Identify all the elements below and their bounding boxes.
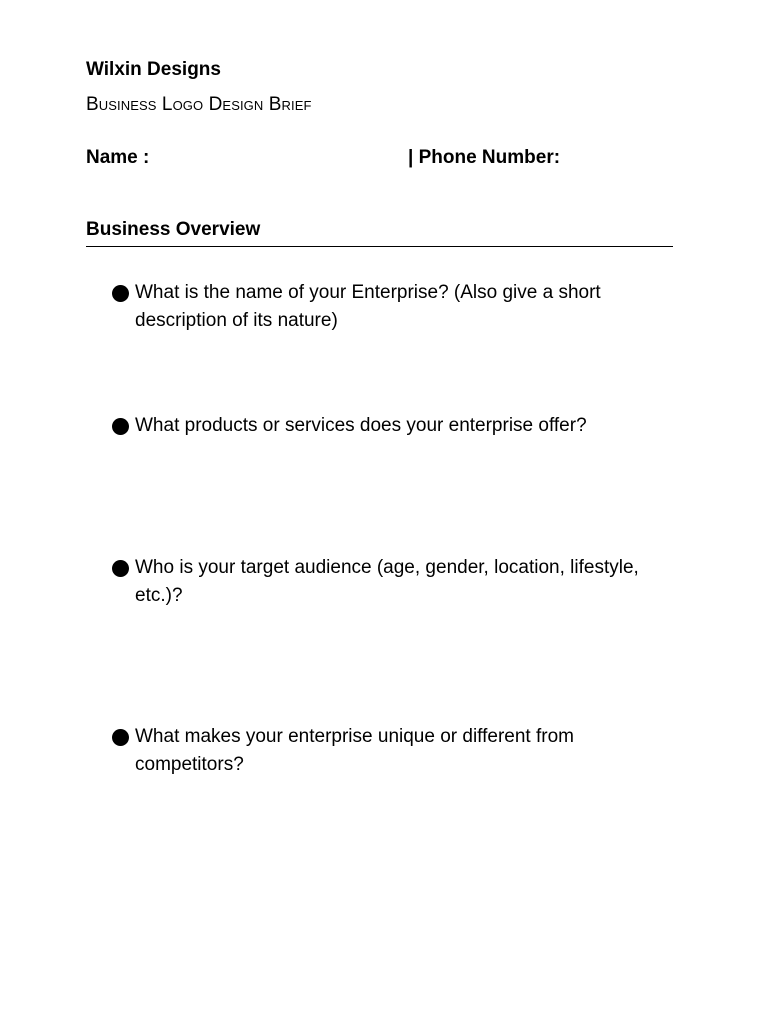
question-text: Who is your target audience (age, gender, location, lifestyle, etc.)? bbox=[135, 557, 639, 606]
question-item bbox=[112, 554, 682, 610]
question-item bbox=[112, 412, 682, 440]
question-item bbox=[112, 723, 682, 779]
question-text: What makes your enterprise unique or different from competitors? bbox=[135, 726, 574, 775]
bullet-icon bbox=[112, 285, 129, 302]
document-title: Business Logo Design Brief bbox=[86, 94, 312, 115]
bullet-icon bbox=[112, 418, 129, 435]
name-field-label: Name : bbox=[86, 147, 150, 168]
section-heading: Business Overview bbox=[86, 219, 261, 240]
question-text: What is the name of your Enterprise? (Also give a short description of its nature) bbox=[135, 282, 601, 331]
bullet-icon bbox=[112, 560, 129, 577]
company-name: Wilxin Designs bbox=[86, 59, 221, 80]
question-text: What products or services does your enterprise offer? bbox=[135, 415, 587, 436]
question-item bbox=[112, 279, 682, 335]
bullet-icon bbox=[112, 729, 129, 746]
phone-number-field-label: | Phone Number: bbox=[408, 147, 561, 168]
section-divider bbox=[86, 246, 673, 247]
